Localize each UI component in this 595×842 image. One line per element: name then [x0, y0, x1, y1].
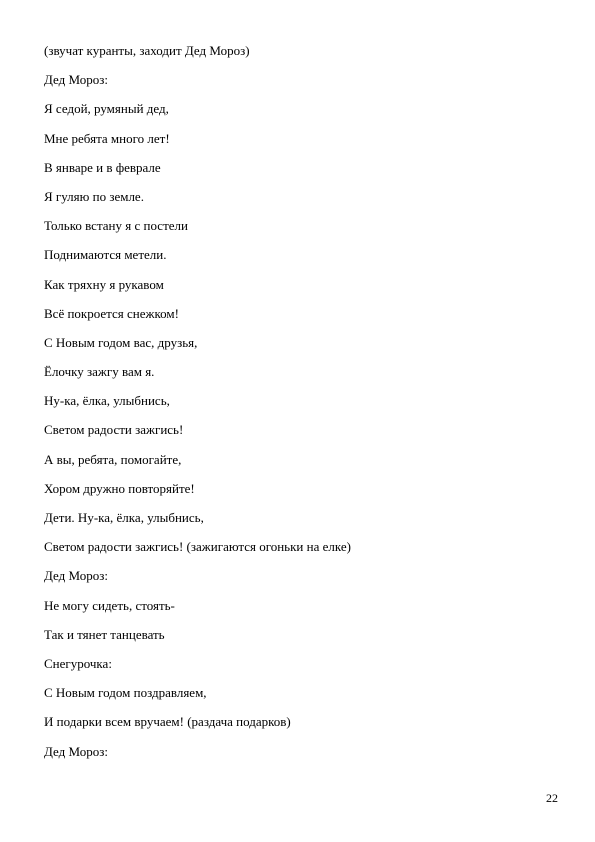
text-line: Светом радости зажгись! — [44, 422, 184, 438]
text-line: В январе и в феврале — [44, 159, 161, 175]
text-line: Всё покроется снежком! — [44, 305, 179, 321]
text-line: Светом радости зажгись! (зажигаются огоньки на елке) — [44, 539, 351, 555]
text-line: Так и тянет танцевать — [44, 626, 165, 642]
text-line: Мне ребята много лет! — [44, 130, 170, 146]
speaker-label: Снегурочка: — [44, 655, 112, 671]
speaker-label: Дед Мороз: — [44, 743, 108, 759]
text-line: Я гуляю по земле. — [44, 188, 144, 204]
text-line: Ну-ка, ёлка, улыбнись, — [44, 393, 170, 409]
text-line: Как тряхну я рукавом — [44, 276, 164, 292]
text-line: Хором дружно повторяйте! — [44, 480, 195, 496]
text-line: И подарки всем вручаем! (раздача подарков) — [44, 714, 291, 730]
text-line: Я седой, румяный дед, — [44, 101, 169, 117]
speaker-label: Дед Мороз: — [44, 568, 108, 584]
page-number: 22 — [546, 791, 558, 805]
text-line: С Новым годом поздравляем, — [44, 685, 207, 701]
text-line: Только встану я с постели — [44, 218, 188, 234]
speaker-label: Дед Мороз: — [44, 72, 108, 88]
text-line: С Новым годом вас, друзья, — [44, 334, 198, 350]
text-line: Дети. Ну-ка, ёлка, улыбнись, — [44, 510, 204, 525]
text-line: (звучат куранты, заходит Дед Мороз) — [44, 43, 250, 58]
text-line: Ёлочку зажгу вам я. — [44, 364, 155, 380]
script-text — [44, 43, 564, 773]
text-line: Не могу сидеть, стоять- — [44, 597, 175, 613]
text-line: А вы, ребята, помогайте, — [44, 451, 182, 467]
text-line: Поднимаются метели. — [44, 247, 167, 263]
